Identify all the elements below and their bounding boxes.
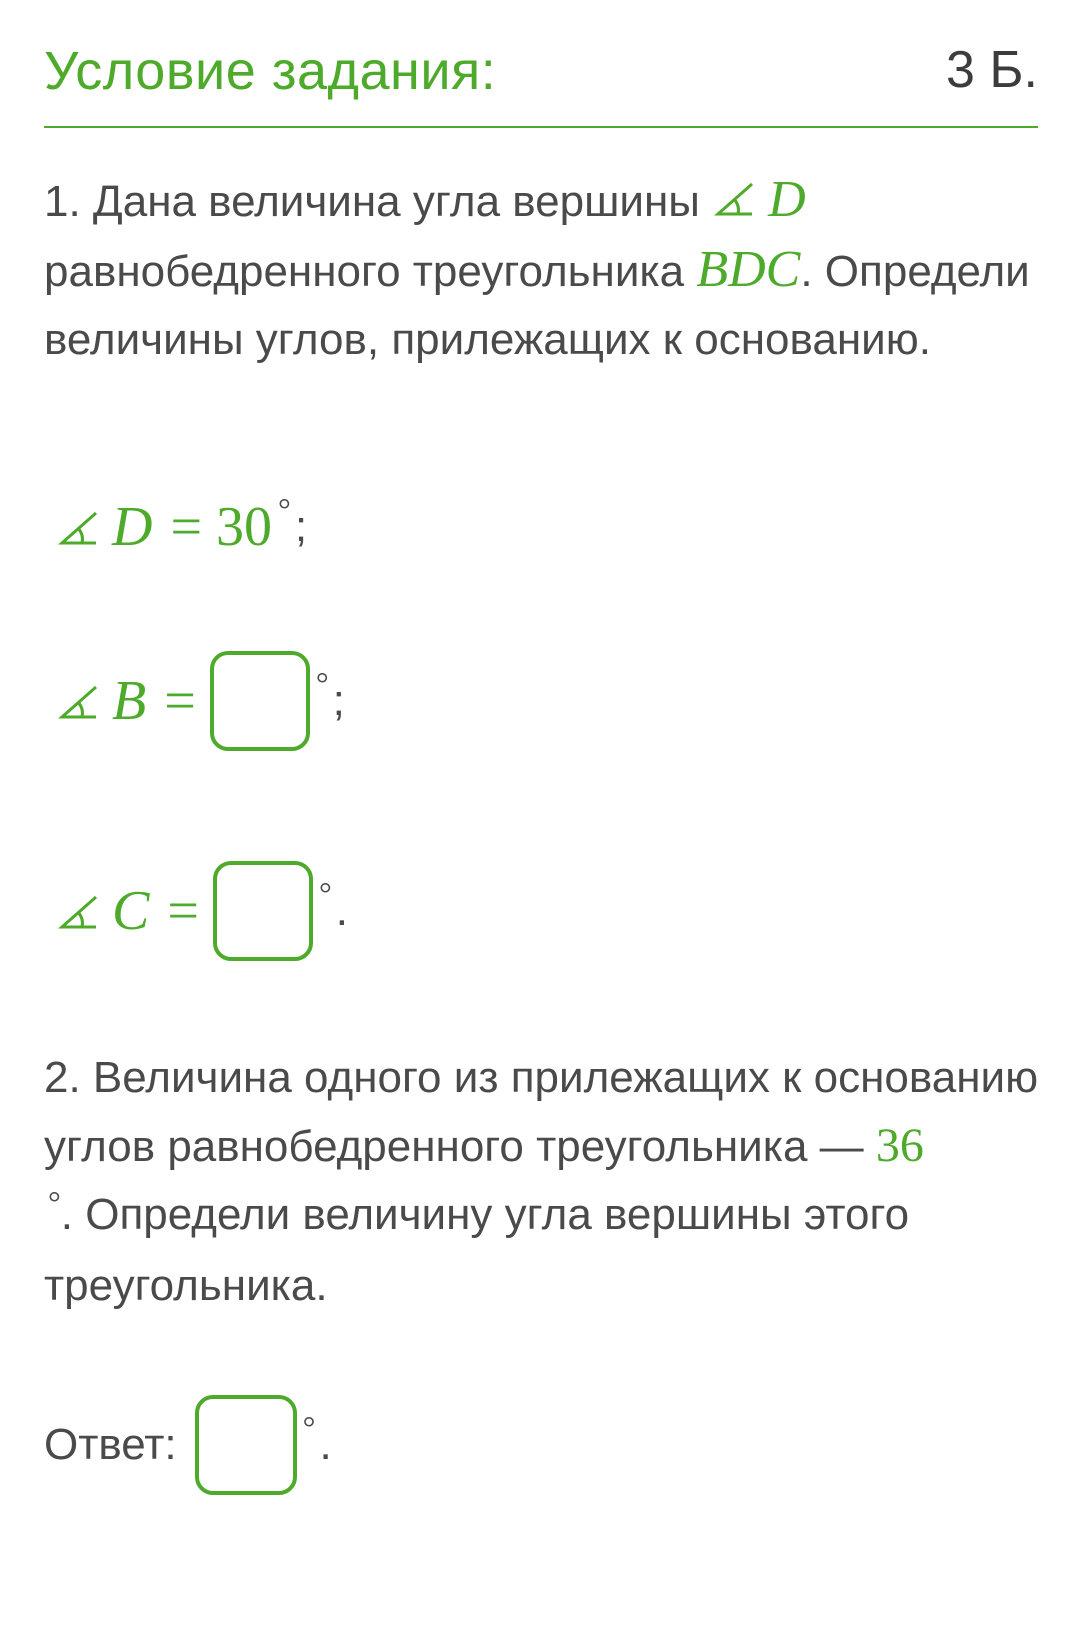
task2-value: 36 <box>875 1119 924 1172</box>
answer-label: Ответ: <box>44 1420 177 1469</box>
measured-angle-icon <box>712 178 756 218</box>
task-title: Условие задания: <box>44 41 497 101</box>
task1-text-after: . Определи величины углов, прилежащих к основанию. <box>44 247 1030 364</box>
equals-sign: = <box>167 880 199 942</box>
degree-sign: ° <box>302 1408 316 1445</box>
degree-sign: ° <box>318 874 332 911</box>
degree-sign: ° <box>278 490 291 527</box>
angle-b-row <box>56 646 345 756</box>
measured-angle-icon <box>56 681 100 721</box>
task1-text-middle: равнобедренного треугольника <box>44 247 697 296</box>
task1-vertex: D <box>768 171 806 228</box>
task2-answer-row <box>44 1390 332 1500</box>
task2-statement <box>44 1044 1044 1320</box>
task1-statement <box>44 166 1044 374</box>
degree-sign: ° <box>48 1184 61 1220</box>
punctuation: ; <box>294 502 308 551</box>
angle-b-input[interactable] <box>210 651 310 751</box>
measured-angle-icon <box>56 507 100 547</box>
given-angle-d <box>56 472 307 582</box>
task1-text-before: 1. Дана величина угла вершины <box>44 177 713 226</box>
task-header <box>44 30 1038 128</box>
task1-triangle: BDC <box>696 241 801 298</box>
task2-text-after: . Определи величину угла вершины этого треугольника. <box>44 1190 910 1310</box>
punctuation: ; <box>332 676 345 725</box>
angle-c-row <box>56 856 348 966</box>
equals-sign: = <box>170 496 203 558</box>
task-points: 3 Б. <box>946 41 1038 99</box>
measured-angle-icon <box>56 891 100 931</box>
task2-text-before: 2. Величина одного из прилежащих к основанию углов равнобедренного треугольника — <box>44 1053 1039 1171</box>
angle-c-input[interactable] <box>213 861 313 961</box>
angle-d-value: 30 <box>216 496 273 558</box>
equals-sign: = <box>164 670 196 732</box>
punctuation: . <box>335 886 348 935</box>
answer-input[interactable] <box>195 1395 297 1495</box>
degree-sign: ° <box>315 664 329 701</box>
angle-b-letter: B <box>112 670 147 732</box>
punctuation: . <box>319 1420 332 1469</box>
angle-c-letter: C <box>112 880 150 942</box>
angle-d-letter: D <box>112 496 153 558</box>
